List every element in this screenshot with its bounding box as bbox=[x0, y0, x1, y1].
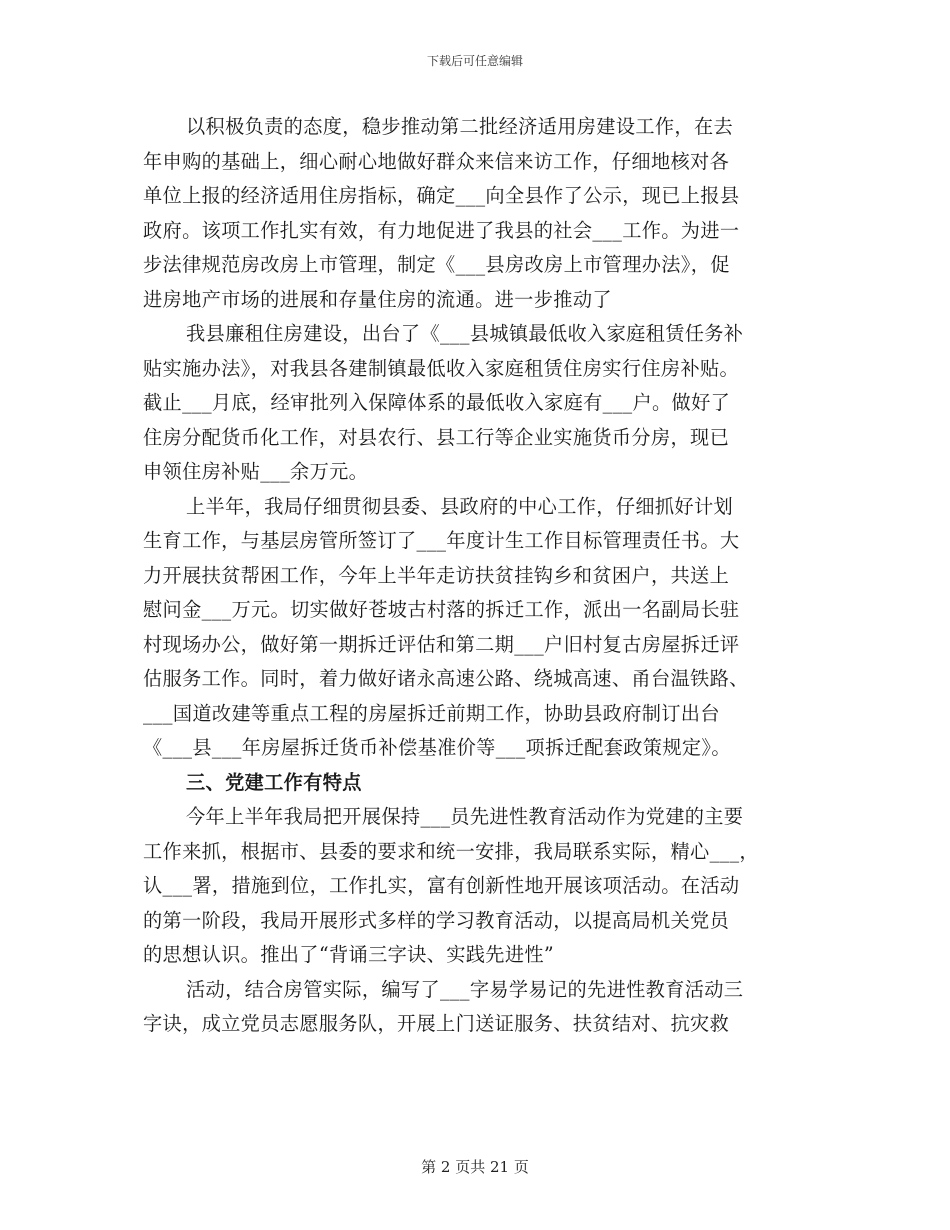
page-header: 下载后可任意编辑 bbox=[426, 54, 523, 68]
page-footer: 第 2 页共 21 页 bbox=[421, 1158, 529, 1176]
text-line: 村现场办公，做好第一期拆迁评估和第二期___户旧村复古房屋拆迁评 bbox=[143, 632, 740, 656]
text-line: 的第一阶段，我局开展形式多样的学习教育活动，以提高局机关党员 bbox=[143, 908, 730, 932]
text-line: 我县廉租住房建设，出台了《___县城镇最低收入家庭租赁任务补 bbox=[186, 322, 744, 345]
text-line: 以积极负责的态度，稳步推动第二批经济适用房建设工作，在去 bbox=[186, 115, 734, 138]
text-line: 进房地产市场的进展和存量住房的流通。进一步推动了 bbox=[143, 287, 612, 311]
text-line: 住房分配货币化工作，对县农行、县工行等企业实施货币分房，现已 bbox=[143, 425, 730, 449]
text-line: 估服务工作。同时，着力做好诸永高速公路、绕城高速、甬台温铁路、 bbox=[143, 667, 749, 690]
text-line: 单位上报的经济适用住房指标，确定___向全县作了公示，现已上报县 bbox=[143, 184, 740, 207]
document-body bbox=[143, 110, 808, 1042]
text-line: 截止___月底，经审批列入保障体系的最低收入家庭有___户。做好了 bbox=[143, 391, 731, 414]
text-line: 上半年，我局仔细贯彻县委、县政府的中心工作，仔细抓好计划 bbox=[186, 494, 734, 518]
text-line: 申领住房补贴___余万元。 bbox=[143, 460, 369, 483]
text-line: 生育工作，与基层房管所签订了___年度计生工作目标管理责任书。大 bbox=[143, 529, 740, 552]
text-line: 活动，结合房管实际，编写了___字易学易记的先进性教育活动三 bbox=[186, 977, 744, 1001]
text-line: 的思想认识。推出了“背诵三字诀、实践先进性” bbox=[143, 943, 555, 966]
text-line: 今年上半年我局把开展保持___员先进性教育活动作为党建的主要 bbox=[186, 805, 744, 828]
text-line: 认___署，措施到位，工作扎实，富有创新性地开展该项活动。在活动 bbox=[143, 874, 740, 897]
text-line: 政府。该项工作扎实有效，有力地促进了我县的社会___工作。为进一 bbox=[143, 218, 740, 242]
text-line: 慰问金___万元。切实做好苍坡古村落的拆迁工作，派出一名副局长驻 bbox=[143, 598, 740, 621]
text-line: ___国道改建等重点工程的房屋拆迁前期工作，协助县政府制订出台 bbox=[143, 701, 720, 725]
text-line: 贴实施办法》，对我县各建制镇最低收入家庭租赁住房实行住房补贴。 bbox=[143, 356, 740, 380]
section-heading: 三、党建工作有特点 bbox=[186, 770, 362, 794]
text-line: 力开展扶贫帮困工作，今年上半年走访扶贫挂钩乡和贫困户，共送上 bbox=[143, 563, 730, 587]
text-line: 《___县___年房屋拆迁货币补偿基准价等___项拆迁配套政策规定》。 bbox=[143, 736, 731, 759]
text-line: 字诀，成立党员志愿服务队，开展上门送证服务、扶贫结对、抗灾救 bbox=[143, 1012, 730, 1035]
text-line: 年申购的基础上，细心耐心地做好群众来信来访工作，仔细地核对各 bbox=[143, 149, 730, 173]
text-line: 工作来抓，根据市、县委的要求和统一安排，我局联系实际，精心___， bbox=[143, 839, 759, 863]
text-line: 步法律规范房改房上市管理，制定《___县房改房上市管理办法》，促 bbox=[143, 253, 730, 276]
